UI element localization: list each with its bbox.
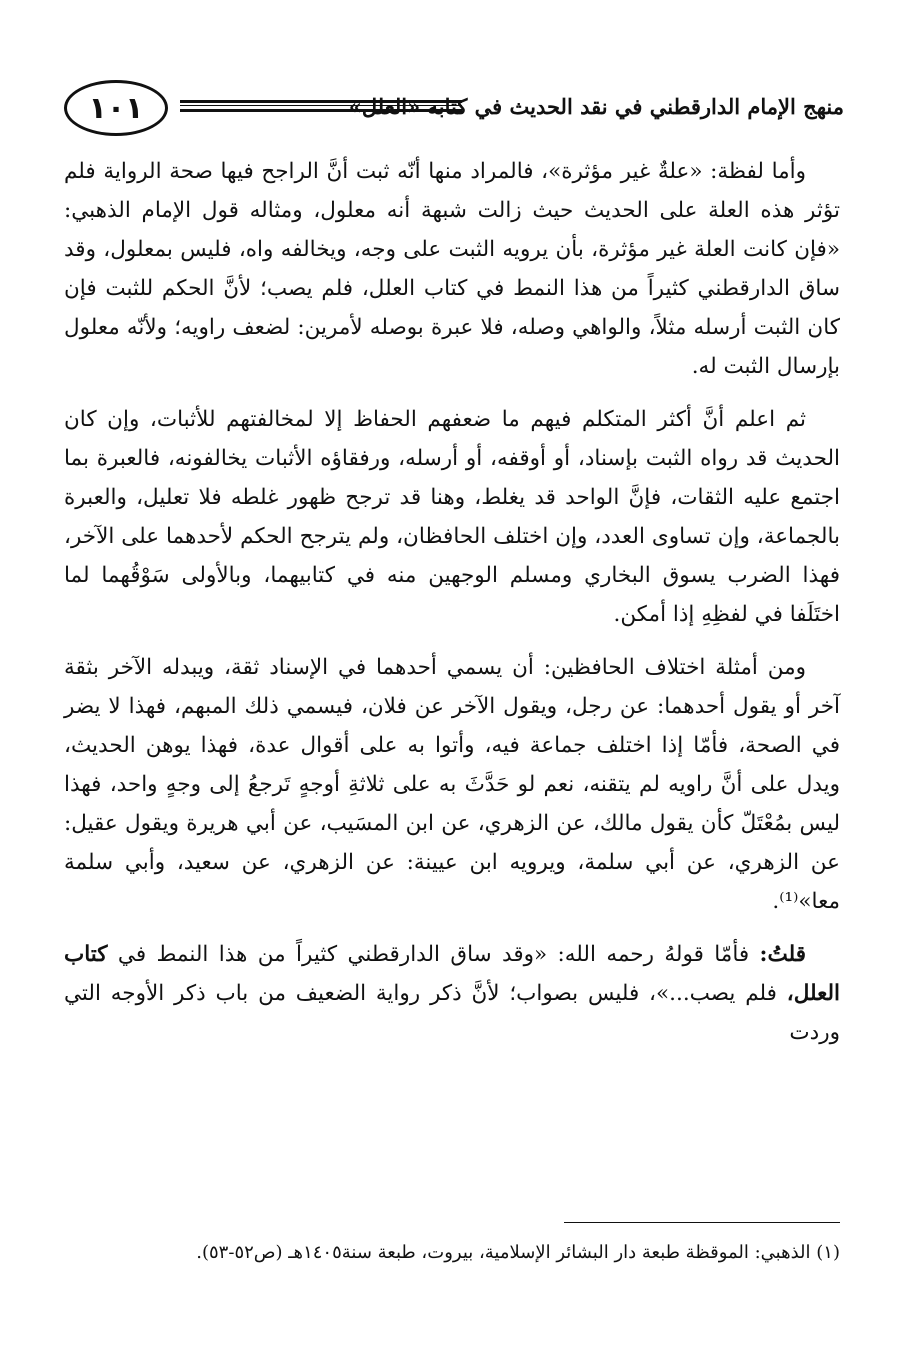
footnote: (١) الذهبي: الموقظة طبعة دار البشائر الإسلامية، بيروت، طبعة سنة١٤٠٥هـ (ص٥٢-٥٣). — [196, 1242, 840, 1263]
page-number: ١٠١ — [88, 90, 144, 126]
paragraph-1: وأما لفظة: «علةٌ غير مؤثرة»، فالمراد منها أنّه ثبت أنَّ الراجح فيها صحة الرواية فلم تؤثر هذه العلة على الحديث حيث زالت شبهة أنه معلول، ومثاله قول الإمام الذهبي: «فإن كانت العلة غير مؤثرة، بأن يرويه الثبت على وجه، ويخالفه واه، فليس بمعلول، وقد ساق الدارقطني كثيراً من هذا النمط في كتاب العلل، فلم يصب؛ لأنَّ الحكم للثبت فإن كان الثبت أرسله مثلاً، والواهي وصله، فلا عبرة بوصله لأمرين: لضعف راويه؛ ولأنّه معلول بإرسال الثبت له. — [64, 159, 840, 379]
paragraph-4-text-a: فأمّا قولهُ رحمه الله: «وقد ساق الدارقطني كثيراً من هذا النمط في — [107, 942, 760, 967]
paragraph-4 — [64, 935, 840, 1052]
paragraph-4-lead: قلتُ: — [759, 942, 806, 967]
page-number-oval — [64, 80, 168, 136]
paragraph-3: ومن أمثلة اختلاف الحافظين: أن يسمي أحدهما في الإسناد ثقة، ويبدله الآخر بثقة آخر أو يقول أحدهما: عن رجل، ويقول الآخر عن فلان، فيسمي ذلك المبهم، فهذا لا يضر في الصحة، فأمّا إذا اختلف جماعة فيه، وأتوا به على أقوال عدة، فهذا يوهن الحديث، ويدل على أنَّ راويه لم يتقنه، نعم لو حَدَّثَ به على ثلاثةِ أوجهٍ تَرجعُ إلى وجهٍ واحد، فهذا ليس بمُعْتَلّ كأن يقول مالك، عن الزهري، عن ابن المسَيب، عن أبي هريرة ويقول عقيل: عن الزهري، عن أبي سلمة، ويرويه ابن عيينة: عن الزهري، عن سعيد، وأبي سلمة معا»⁽¹⁾. — [64, 655, 840, 914]
page-header — [64, 80, 844, 144]
paragraph-4-bold: كتاب العلل، — [64, 942, 840, 1006]
running-title: منهج الإمام الدارقطني في نقد الحديث في كتابه «العلل» — [348, 94, 844, 119]
paragraph-4-text-b: فلم يصب...»، فليس بصواب؛ لأنَّ ذكر رواية الضعيف من باب ذكر الأوجه التي وردت — [64, 981, 840, 1045]
paragraph-2: ثم اعلم أنَّ أكثر المتكلم فيهم ما ضعفهم الحفاظ إلا لمخالفتهم للأثبات، وإن كان الحديث قد رواه الثبت بإسناد، أو أوقفه، أو أرسله، ورفقاؤه الأثبات يخالفونه، فالعبرة بما اجتمع عليه الثقات، فإنَّ الواحد قد يغلط، وهنا قد ترجح ظهور غلطه فلا تعليل، والعبرة بالجماعة، وإن تساوى العدد، وإن اختلف الحافظان، ولم يترجح الحكم لأحدهما على الآخر، فهذا الضرب يسوق البخاري ومسلم الوجهين منه في كتابيهما، وبالأولى سَوْقُهما لما اختَلَفا في لفظِهِ إذا أمكن. — [64, 407, 840, 627]
main-text — [64, 152, 840, 1066]
footnote-separator — [564, 1222, 840, 1223]
